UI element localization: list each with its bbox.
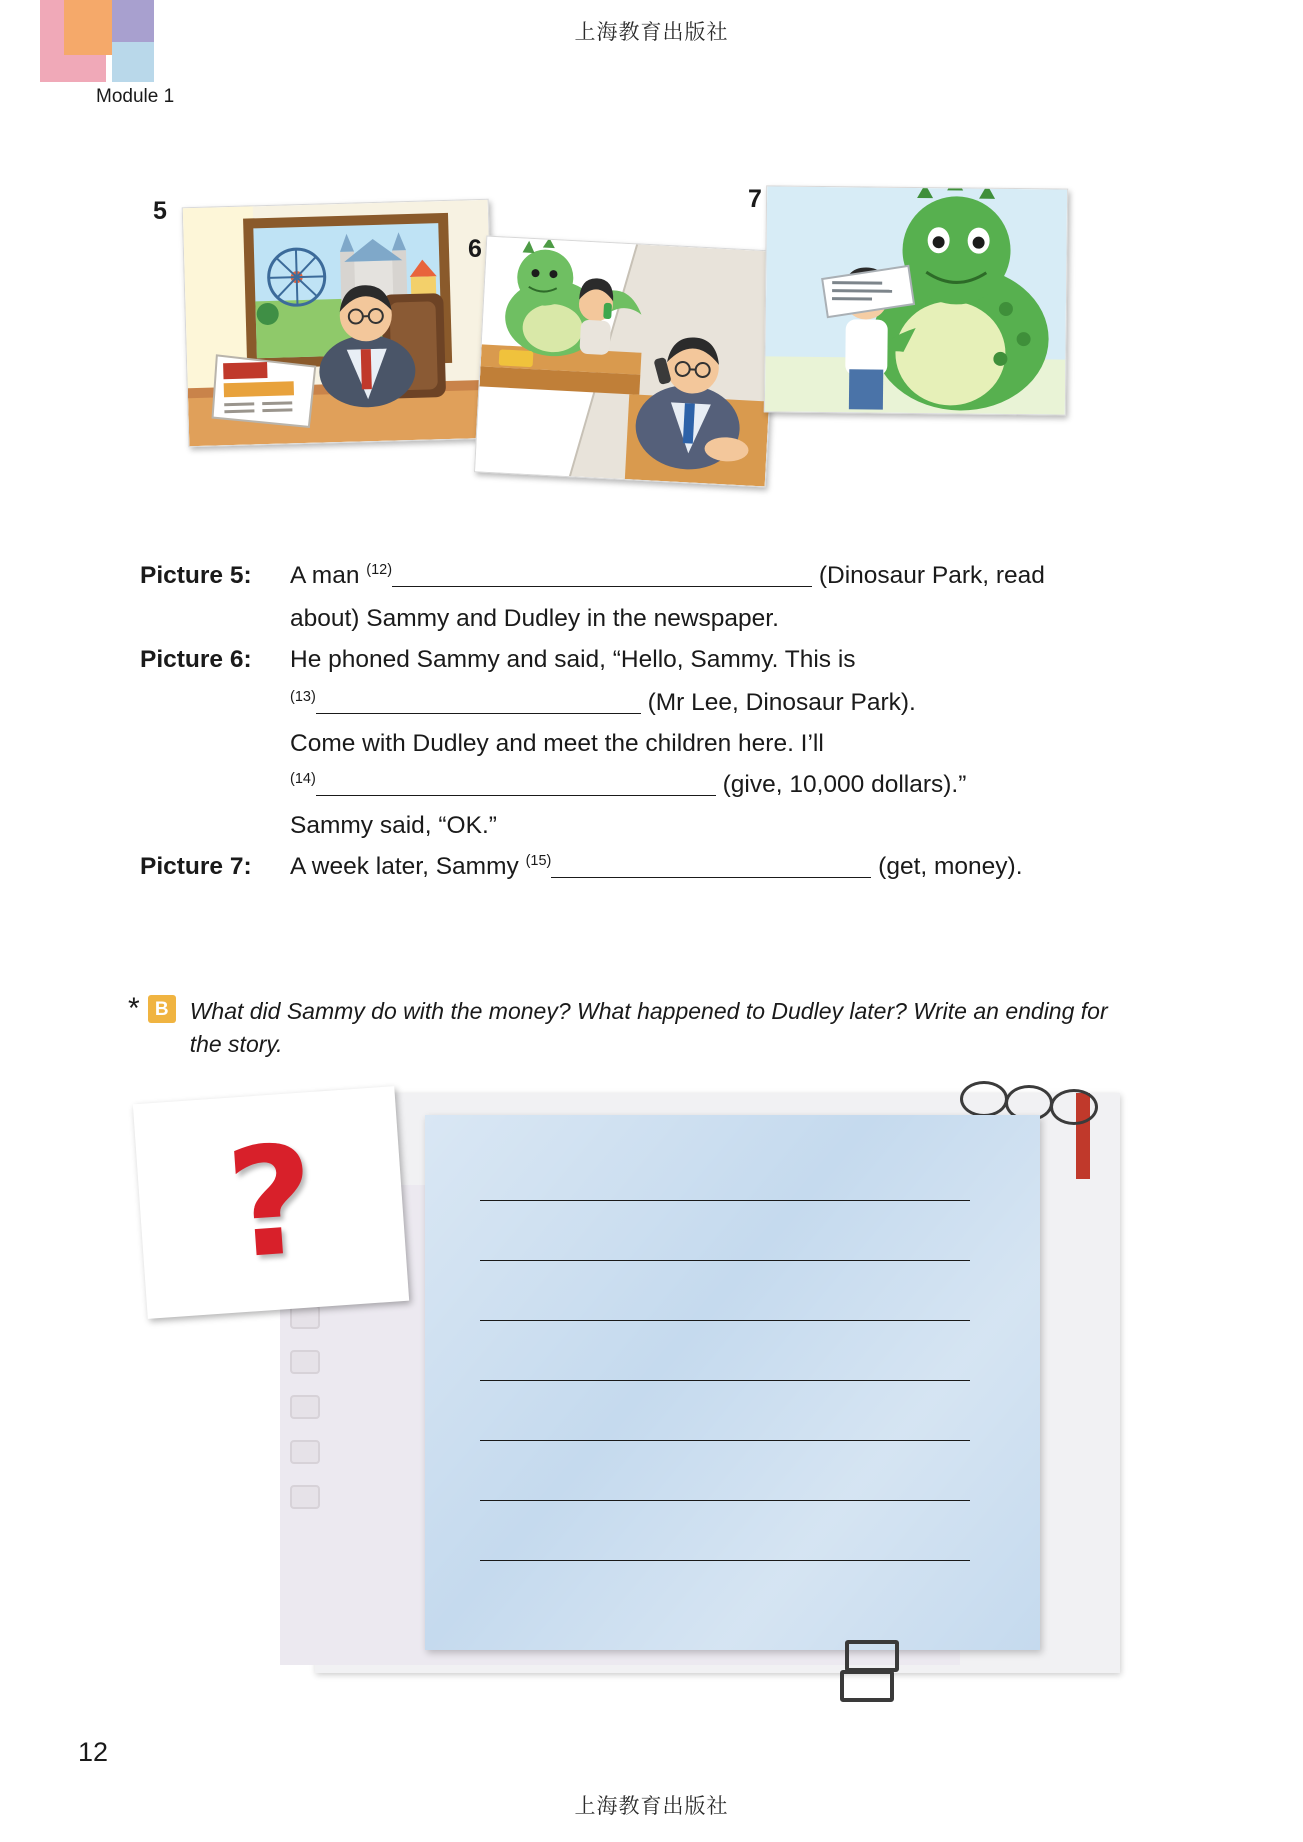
task-badge-b: B <box>148 995 176 1023</box>
writing-line-2[interactable] <box>480 1260 970 1261</box>
picture-6-illustration <box>475 237 777 487</box>
picture-number-6: 6 <box>468 235 482 263</box>
answer-blank-14[interactable] <box>316 773 716 796</box>
writing-line-1[interactable] <box>480 1200 970 1201</box>
picture-5-sentence <box>290 555 1160 596</box>
story-row-picture-6 <box>140 639 1160 680</box>
writing-area <box>140 1085 1170 1705</box>
publisher-header: 上海教育出版社 <box>574 20 729 44</box>
deco-square-blue <box>112 42 154 82</box>
question-mark-icon: ? <box>221 1112 321 1293</box>
story-row-picture-5 <box>140 555 1160 596</box>
page-number: 12 <box>78 1737 109 1767</box>
blank-number-15: (15) <box>525 852 552 869</box>
punch-hole-4 <box>290 1350 320 1374</box>
writing-line-5[interactable] <box>480 1440 970 1441</box>
sentence-hint: (Mr Lee, Dinosaur Park). <box>640 689 916 716</box>
picture-5-label: Picture 5: <box>140 562 252 589</box>
picture-5 <box>182 199 496 447</box>
task-b <box>128 992 1138 1061</box>
picture-7-illustration <box>765 186 1067 414</box>
writing-line-7[interactable] <box>480 1560 970 1561</box>
picture-strip <box>140 185 1180 515</box>
blank-number-12: (12) <box>366 561 393 578</box>
paper-clip-1 <box>845 1640 899 1672</box>
picture-6-line-13 <box>140 682 1160 723</box>
module-label: Module 1 <box>96 86 175 107</box>
picture-6-line-4: Sammy said, “OK.” <box>290 812 497 839</box>
punch-hole-7 <box>290 1485 320 1509</box>
sentence-hint: (Dinosaur Park, read <box>812 562 1045 589</box>
story-row-picture-7 <box>140 846 1160 887</box>
picture-7-label: Picture 7: <box>140 853 252 880</box>
story-fill-in-the-blanks <box>140 555 1160 889</box>
sentence-hint: (give, 10,000 dollars).” <box>715 771 967 798</box>
asterisk-icon: * <box>128 992 140 1025</box>
answer-blank-13[interactable] <box>316 691 641 714</box>
answer-blank-12[interactable] <box>392 564 812 587</box>
picture-7 <box>764 185 1068 415</box>
answer-paper[interactable] <box>425 1115 1040 1650</box>
picture-6-line-2: Come with Dudley and meet the children here. I’ll <box>290 730 824 757</box>
picture-6-line-14 <box>140 764 1160 805</box>
task-b-instruction: What did Sammy do with the money? What happened to Dudley later? Write an ending for the story. <box>189 998 1108 1057</box>
picture-6-label: Picture 6: <box>140 646 252 673</box>
picture-number-5: 5 <box>153 197 167 225</box>
sentence-text: A man <box>290 562 367 589</box>
sentence-text: A week later, Sammy <box>290 853 526 880</box>
picture-number-7: 7 <box>748 185 762 213</box>
blank-number-13: (13) <box>290 688 316 705</box>
sentence-hint: (get, money). <box>871 853 1023 880</box>
picture-5-continuation: about) Sammy and Dudley in the newspaper. <box>290 605 779 632</box>
punch-hole-5 <box>290 1395 320 1419</box>
question-mark-card <box>133 1086 409 1319</box>
picture-6 <box>474 236 778 488</box>
answer-blank-15[interactable] <box>551 855 871 878</box>
paper-sheen <box>425 1115 1040 1650</box>
writing-line-3[interactable] <box>480 1320 970 1321</box>
writing-line-4[interactable] <box>480 1380 970 1381</box>
punch-hole-6 <box>290 1440 320 1464</box>
writing-line-6[interactable] <box>480 1500 970 1501</box>
paper-clip-2 <box>840 1670 894 1702</box>
picture-6-sentence: He phoned Sammy and said, “Hello, Sammy. This is <box>290 646 856 673</box>
spiral-ring-3 <box>1050 1089 1098 1125</box>
picture-7-sentence <box>290 846 1160 887</box>
picture-5-illustration <box>183 200 495 446</box>
blank-number-14: (14) <box>290 770 316 787</box>
spiral-ring-1 <box>960 1081 1008 1117</box>
publisher-footer: 上海教育出版社 <box>574 1794 729 1818</box>
